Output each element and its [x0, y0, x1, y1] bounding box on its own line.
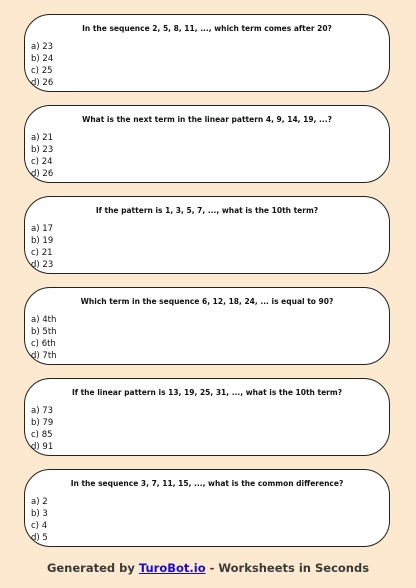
- option-d: d) 26: [31, 78, 54, 88]
- question-card-6: [24, 469, 390, 547]
- option-a: a) 17: [31, 224, 54, 234]
- option-b: b) 23: [31, 145, 54, 155]
- option-c: c) 4: [31, 521, 48, 531]
- footer-suffix: - Worksheets in Seconds: [209, 561, 370, 575]
- options-list: [31, 223, 53, 271]
- question-text: Which term in the sequence 6, 12, 18, 24, ... is equal to 90?: [80, 297, 334, 306]
- question-card-2: [24, 105, 390, 183]
- options-list: [31, 41, 53, 89]
- question-card-5: [24, 378, 390, 456]
- option-a: a) 21: [31, 133, 54, 143]
- option-b: b) 19: [31, 236, 54, 246]
- question-text: What is the next term in the linear pattern 4, 9, 14, 19, ...?: [82, 115, 332, 124]
- option-d: d) 26: [31, 169, 54, 179]
- option-a: a) 4th: [31, 315, 57, 325]
- option-d: d) 23: [31, 260, 54, 270]
- question-text: In the sequence 2, 5, 8, 11, ..., which term comes after 20?: [82, 24, 332, 33]
- option-b: b) 5th: [31, 327, 57, 337]
- footer: [0, 561, 416, 575]
- question-card-3: [24, 196, 390, 274]
- option-b: b) 3: [31, 509, 48, 519]
- options-list: [31, 314, 57, 362]
- option-c: c) 21: [31, 248, 53, 258]
- option-c: c) 6th: [31, 339, 56, 349]
- option-c: c) 25: [31, 66, 53, 76]
- question-text: If the linear pattern is 13, 19, 25, 31, ..., what is the 10th term?: [71, 388, 343, 397]
- option-b: b) 79: [31, 418, 54, 428]
- question-text: In the sequence 3, 7, 11, 15, ..., what is the common difference?: [70, 479, 344, 488]
- question-card-4: [24, 287, 390, 365]
- option-a: a) 23: [31, 42, 54, 52]
- option-a: a) 2: [31, 497, 48, 507]
- options-list: [31, 132, 53, 180]
- option-b: b) 24: [31, 54, 54, 64]
- question-card-1: [24, 14, 390, 92]
- option-a: a) 73: [31, 406, 54, 416]
- footer-prefix: Generated by: [46, 561, 135, 575]
- option-d: d) 5: [31, 533, 48, 543]
- option-d: d) 7th: [31, 351, 57, 361]
- options-list: [31, 405, 53, 453]
- turobot-link[interactable]: TuroBot.io: [138, 561, 206, 575]
- option-c: c) 85: [31, 430, 53, 440]
- question-text: If the pattern is 1, 3, 5, 7, ..., what is the 10th term?: [95, 206, 319, 215]
- option-c: c) 24: [31, 157, 53, 167]
- options-list: [31, 496, 48, 544]
- option-d: d) 91: [31, 442, 54, 452]
